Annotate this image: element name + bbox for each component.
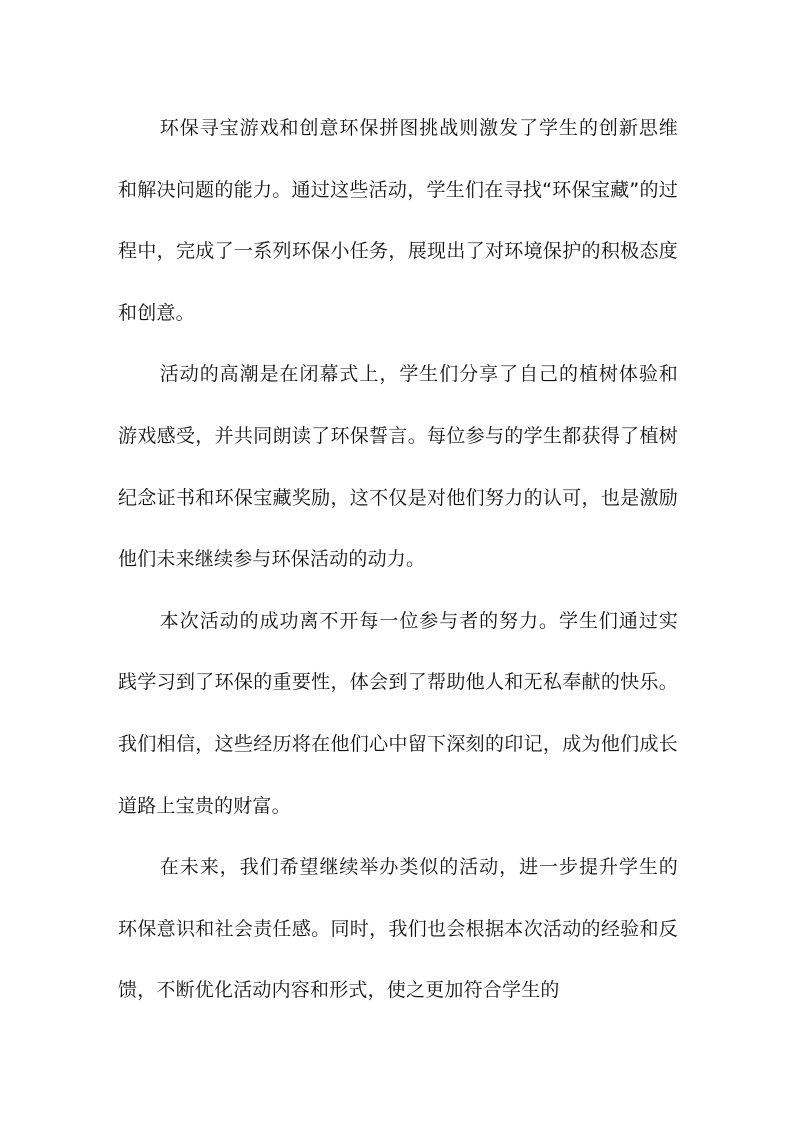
- paragraph-3: 本次活动的成功离不开每一位参与者的努力。学生们通过实践学习到了环保的重要性，体会到了帮助他人和无私奉献的快乐。我们相信，这些经历将在他们心中留下深刻的印记，成为他们成长道路上宝贵的财富。: [118, 609, 678, 817]
- paragraph-4: 在未来，我们希望继续举办类似的活动，进一步提升学生的环保意识和社会责任感。同时，我们也会根据本次活动的经验和反馈，不断优化活动内容和形式，使之更加符合学生的: [118, 856, 678, 1002]
- paragraph-2: 活动的高潮是在闭幕式上，学生们分享了自己的植树体验和游戏感受，并共同朗读了环保誓言。每位参与的学生都获得了植树纪念证书和环保宝藏奖励，这不仅是对他们努力的认可，也是激励他们未来继续参与环保活动的动力。: [118, 363, 678, 571]
- document-body: [118, 98, 678, 1022]
- paragraph-1: 环保寻宝游戏和创意环保拼图挑战则激发了学生的创新思维和解决问题的能力。通过这些活动，学生们在寻找“环保宝藏”的过程中，完成了一系列环保小任务，展现出了对环境保护的积极态度和创意。: [118, 117, 678, 324]
